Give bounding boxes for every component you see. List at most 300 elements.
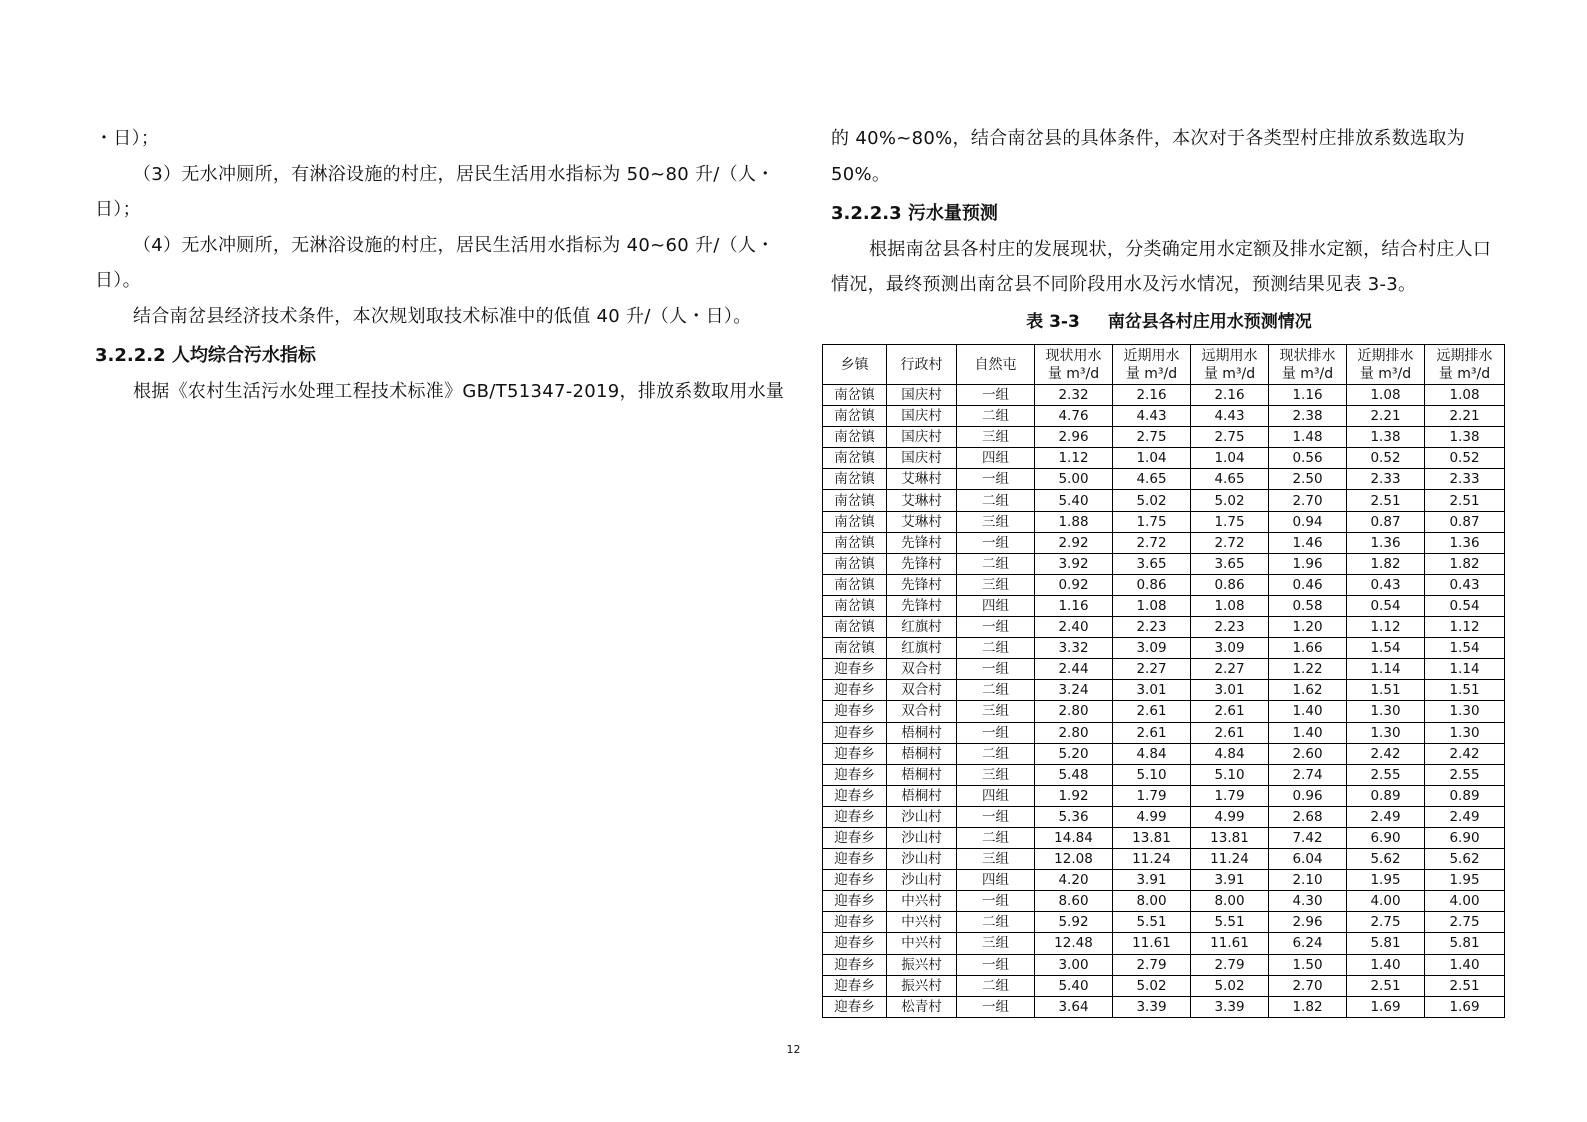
table-cell: 一组	[957, 996, 1035, 1017]
table-cell: 2.51	[1347, 490, 1425, 511]
table-cell: 迎春乡	[823, 870, 887, 891]
table-cell: 迎春乡	[823, 933, 887, 954]
table-cell: 3.01	[1113, 680, 1191, 701]
section-heading: 3.2.2.3 污水量预测	[831, 203, 998, 224]
table-cell: 1.75	[1113, 511, 1191, 532]
table-cell: 2.21	[1347, 406, 1425, 427]
table-cell: 1.48	[1269, 427, 1347, 448]
table-cell: 迎春乡	[823, 891, 887, 912]
table-cell: 0.54	[1347, 595, 1425, 616]
table-cell: 2.55	[1425, 764, 1505, 785]
paragraph: 根据《农村生活污水处理工程技术标准》GB/T51347-2019，排放系数取用水量	[133, 380, 785, 402]
table-cell: 一组	[957, 659, 1035, 680]
table-cell: 2.49	[1425, 806, 1505, 827]
table-cell: 1.08	[1425, 385, 1505, 406]
table-row	[823, 849, 1505, 870]
table-cell: 2.33	[1347, 469, 1425, 490]
table-cell: 国庆村	[887, 406, 957, 427]
table-cell: 2.74	[1269, 764, 1347, 785]
table-cell: 4.30	[1269, 891, 1347, 912]
table-body	[823, 385, 1505, 1018]
table-row	[823, 490, 1505, 511]
table-cell: 振兴村	[887, 975, 957, 996]
table-cell: 艾琳村	[887, 511, 957, 532]
table-cell: 二组	[957, 680, 1035, 701]
table-row	[823, 532, 1505, 553]
table-cell: 迎春乡	[823, 701, 887, 722]
table-cell: 中兴村	[887, 933, 957, 954]
table-cell: 梧桐村	[887, 722, 957, 743]
table-cell: 沙山村	[887, 849, 957, 870]
table-cell: 3.39	[1113, 996, 1191, 1017]
table-number: 表 3-3	[1026, 311, 1080, 332]
table-cell: 1.95	[1347, 870, 1425, 891]
table-cell: 2.80	[1035, 722, 1113, 743]
table-cell: 1.12	[1347, 617, 1425, 638]
table-cell: 1.82	[1269, 996, 1347, 1017]
table-cell: 南岔镇	[823, 617, 887, 638]
table-cell: 1.04	[1191, 448, 1269, 469]
table-cell: 5.48	[1035, 764, 1113, 785]
table-cell: 三组	[957, 933, 1035, 954]
table-cell: 6.90	[1425, 827, 1505, 848]
right-column	[831, 121, 1507, 335]
table-cell: 0.89	[1425, 785, 1505, 806]
paragraph: 日）。	[95, 270, 141, 291]
table-cell: 1.92	[1035, 785, 1113, 806]
table-cell: 2.70	[1269, 490, 1347, 511]
table-cell: 四组	[957, 595, 1035, 616]
table-cell: 3.32	[1035, 638, 1113, 659]
table-cell: 6.24	[1269, 933, 1347, 954]
table-cell: 2.51	[1425, 490, 1505, 511]
table-cell: 三组	[957, 511, 1035, 532]
table-cell: 二组	[957, 912, 1035, 933]
table-row	[823, 553, 1505, 574]
table-cell: 艾琳村	[887, 469, 957, 490]
column-header-text: 现状排水	[1279, 347, 1336, 364]
table-cell: 4.65	[1191, 469, 1269, 490]
table-cell: 3.09	[1191, 638, 1269, 659]
table-cell: 南岔镇	[823, 574, 887, 595]
table-caption	[831, 309, 1507, 335]
table-cell: 1.96	[1269, 553, 1347, 574]
table-cell: 4.99	[1191, 806, 1269, 827]
table-cell: 2.51	[1425, 975, 1505, 996]
table-cell: 梧桐村	[887, 743, 957, 764]
table-cell: 1.40	[1425, 954, 1505, 975]
table-cell: 5.36	[1035, 806, 1113, 827]
table-cell: 迎春乡	[823, 806, 887, 827]
table-cell: 二组	[957, 743, 1035, 764]
table-cell: 0.86	[1113, 574, 1191, 595]
table-cell: 0.87	[1425, 511, 1505, 532]
table-cell: 二组	[957, 553, 1035, 574]
table-cell: 2.75	[1191, 427, 1269, 448]
column-header-text: 量 m³/d	[1203, 365, 1256, 382]
table-cell: 1.40	[1347, 954, 1425, 975]
table-cell: 1.04	[1113, 448, 1191, 469]
table-cell: 1.40	[1269, 722, 1347, 743]
table-cell: 国庆村	[887, 427, 957, 448]
table-cell: 1.30	[1347, 722, 1425, 743]
table-cell: 2.72	[1113, 532, 1191, 553]
table-cell: 1.30	[1347, 701, 1425, 722]
table-cell: 1.46	[1269, 532, 1347, 553]
paragraph: 根据南岔县各村庄的发展现状，分类确定用水定额及排水定额，结合村庄人口	[869, 238, 1492, 260]
table-cell: 5.10	[1113, 764, 1191, 785]
table-title: 南岔县各村庄用水预测情况	[1107, 311, 1312, 332]
table-cell: 4.00	[1347, 891, 1425, 912]
table-cell: 沙山村	[887, 806, 957, 827]
column-header	[887, 345, 957, 385]
paragraph: 日）；	[95, 199, 141, 220]
table-cell: 1.38	[1425, 427, 1505, 448]
paragraph: （4）无水冲厕所，无淋浴设施的村庄，居民生活用水指标为 40~60 升/（人・	[133, 234, 775, 256]
table-cell: 4.43	[1191, 406, 1269, 427]
table-cell: 三组	[957, 574, 1035, 595]
table-cell: 0.89	[1347, 785, 1425, 806]
table-cell: 3.91	[1113, 870, 1191, 891]
table-cell: 5.92	[1035, 912, 1113, 933]
table-cell: 迎春乡	[823, 975, 887, 996]
table-cell: 中兴村	[887, 912, 957, 933]
table-cell: 1.54	[1347, 638, 1425, 659]
table-row	[823, 638, 1505, 659]
table-cell: 一组	[957, 532, 1035, 553]
table-cell: 2.61	[1191, 701, 1269, 722]
table-cell: 0.94	[1269, 511, 1347, 532]
table-row	[823, 806, 1505, 827]
table-cell: 南岔镇	[823, 638, 887, 659]
table-cell: 三组	[957, 764, 1035, 785]
table-cell: 2.50	[1269, 469, 1347, 490]
table-cell: 1.14	[1347, 659, 1425, 680]
table-cell: 1.30	[1425, 701, 1505, 722]
column-header-text: 量 m³/d	[1125, 365, 1178, 382]
table-cell: 3.91	[1191, 870, 1269, 891]
table-cell: 8.60	[1035, 891, 1113, 912]
table-cell: 1.22	[1269, 659, 1347, 680]
table-cell: 2.21	[1425, 406, 1505, 427]
table-cell: 11.24	[1113, 849, 1191, 870]
table-cell: 3.92	[1035, 553, 1113, 574]
table-cell: 1.88	[1035, 511, 1113, 532]
column-header-text: 近期排水	[1357, 347, 1414, 364]
table-cell: 3.64	[1035, 996, 1113, 1017]
table-cell: 5.02	[1191, 975, 1269, 996]
table-cell: 1.75	[1191, 511, 1269, 532]
table-cell: 2.16	[1113, 385, 1191, 406]
table-header-row	[823, 345, 1505, 385]
column-header-text: 现状用水	[1045, 347, 1102, 364]
column-header-text: 自然屯	[974, 356, 1017, 373]
table-cell: 0.96	[1269, 785, 1347, 806]
table-cell: 12.08	[1035, 849, 1113, 870]
table-cell: 红旗村	[887, 617, 957, 638]
table-cell: 2.80	[1035, 701, 1113, 722]
table-cell: 2.61	[1191, 722, 1269, 743]
table-row	[823, 595, 1505, 616]
column-header	[1269, 345, 1347, 385]
table-cell: 二组	[957, 490, 1035, 511]
column-header	[1035, 345, 1113, 385]
table-cell: 0.54	[1425, 595, 1505, 616]
table-cell: 5.02	[1113, 975, 1191, 996]
table-cell: 一组	[957, 617, 1035, 638]
table-cell: 南岔镇	[823, 427, 887, 448]
table-cell: 5.40	[1035, 490, 1113, 511]
table-cell: 0.43	[1425, 574, 1505, 595]
table-cell: 国庆村	[887, 385, 957, 406]
table-cell: 四组	[957, 870, 1035, 891]
table-cell: 1.12	[1035, 448, 1113, 469]
table-cell: 南岔镇	[823, 595, 887, 616]
table-cell: 4.00	[1425, 891, 1505, 912]
table-row	[823, 617, 1505, 638]
table-cell: 一组	[957, 469, 1035, 490]
table-cell: 迎春乡	[823, 680, 887, 701]
table-cell: 三组	[957, 849, 1035, 870]
table-cell: 二组	[957, 975, 1035, 996]
table-cell: 南岔镇	[823, 490, 887, 511]
table-cell: 4.76	[1035, 406, 1113, 427]
column-header-text: 行政村	[900, 356, 943, 373]
table-cell: 迎春乡	[823, 849, 887, 870]
table-cell: 1.82	[1347, 553, 1425, 574]
table-row	[823, 764, 1505, 785]
table-cell: 迎春乡	[823, 954, 887, 975]
table-cell: 2.79	[1191, 954, 1269, 975]
column-header-text: 远期排水	[1436, 347, 1493, 364]
column-header-text: 远期用水	[1201, 347, 1258, 364]
table-cell: 1.51	[1425, 680, 1505, 701]
table-cell: 8.00	[1113, 891, 1191, 912]
table-cell: 5.40	[1035, 975, 1113, 996]
table-cell: 1.08	[1113, 595, 1191, 616]
table-cell: 一组	[957, 385, 1035, 406]
table-cell: 先锋村	[887, 595, 957, 616]
table-cell: 一组	[957, 722, 1035, 743]
table-cell: 双合村	[887, 701, 957, 722]
left-column	[95, 121, 785, 409]
table-cell: 迎春乡	[823, 743, 887, 764]
table-cell: 1.16	[1035, 595, 1113, 616]
table-cell: 2.23	[1113, 617, 1191, 638]
paragraph: 情况，最终预测出南岔县不同阶段用水及污水情况，预测结果见表 3-3。	[831, 274, 1417, 295]
table-cell: 松青村	[887, 996, 957, 1017]
table-cell: 1.08	[1191, 595, 1269, 616]
table-cell: 2.42	[1347, 743, 1425, 764]
table-cell: 沙山村	[887, 870, 957, 891]
table-row	[823, 827, 1505, 848]
table-row	[823, 743, 1505, 764]
water-forecast-table	[822, 344, 1505, 1018]
table-cell: 5.51	[1191, 912, 1269, 933]
table-cell: 5.51	[1113, 912, 1191, 933]
table-cell: 1.36	[1425, 532, 1505, 553]
paragraph: ・日）；	[95, 128, 160, 149]
table-cell: 1.82	[1425, 553, 1505, 574]
table-cell: 2.44	[1035, 659, 1113, 680]
table-cell: 3.39	[1191, 996, 1269, 1017]
table-cell: 南岔镇	[823, 469, 887, 490]
column-header	[1113, 345, 1191, 385]
table-row	[823, 469, 1505, 490]
table-cell: 5.00	[1035, 469, 1113, 490]
table-cell: 先锋村	[887, 532, 957, 553]
column-header-text: 量 m³/d	[1438, 365, 1491, 382]
paragraph: 的 40%~80%，结合南岔县的具体条件，本次对于各类型村庄排放系数选取为	[831, 128, 1465, 149]
table-cell: 2.75	[1113, 427, 1191, 448]
table-cell: 0.87	[1347, 511, 1425, 532]
table-cell: 3.01	[1191, 680, 1269, 701]
table-cell: 迎春乡	[823, 996, 887, 1017]
table-cell: 3.00	[1035, 954, 1113, 975]
table-cell: 三组	[957, 427, 1035, 448]
table-cell: 迎春乡	[823, 722, 887, 743]
table-cell: 6.90	[1347, 827, 1425, 848]
table-row	[823, 954, 1505, 975]
table-cell: 迎春乡	[823, 827, 887, 848]
table-cell: 一组	[957, 891, 1035, 912]
table-cell: 1.12	[1425, 617, 1505, 638]
table-cell: 南岔镇	[823, 553, 887, 574]
table-cell: 南岔镇	[823, 448, 887, 469]
table-row	[823, 680, 1505, 701]
table-cell: 二组	[957, 638, 1035, 659]
table-cell: 4.20	[1035, 870, 1113, 891]
table-cell: 4.65	[1113, 469, 1191, 490]
table-cell: 红旗村	[887, 638, 957, 659]
table-cell: 0.52	[1425, 448, 1505, 469]
table-cell: 1.14	[1425, 659, 1505, 680]
table-cell: 7.42	[1269, 827, 1347, 848]
table-cell: 南岔镇	[823, 532, 887, 553]
table-cell: 2.60	[1269, 743, 1347, 764]
table-cell: 5.20	[1035, 743, 1113, 764]
paragraph: 结合南岔县经济技术条件，本次规划取技术标准中的低值 40 升/（人・日）。	[133, 305, 752, 327]
table-row	[823, 385, 1505, 406]
column-header-text: 乡镇	[840, 356, 869, 373]
table-cell: 2.10	[1269, 870, 1347, 891]
column-header	[823, 345, 887, 385]
table-cell: 1.66	[1269, 638, 1347, 659]
column-header-text: 量 m³/d	[1047, 365, 1100, 382]
table-cell: 5.02	[1113, 490, 1191, 511]
table-cell: 6.04	[1269, 849, 1347, 870]
column-header-text: 量 m³/d	[1359, 365, 1412, 382]
table-cell: 0.92	[1035, 574, 1113, 595]
table-row	[823, 659, 1505, 680]
table-cell: 2.96	[1269, 912, 1347, 933]
table-cell: 2.42	[1425, 743, 1505, 764]
table-cell: 1.69	[1425, 996, 1505, 1017]
table-cell: 5.10	[1191, 764, 1269, 785]
table-cell: 国庆村	[887, 448, 957, 469]
table-cell: 四组	[957, 448, 1035, 469]
table-cell: 艾琳村	[887, 490, 957, 511]
table-cell: 四组	[957, 785, 1035, 806]
table-cell: 1.40	[1269, 701, 1347, 722]
table-cell: 1.79	[1191, 785, 1269, 806]
table-cell: 11.24	[1191, 849, 1269, 870]
table-cell: 2.55	[1347, 764, 1425, 785]
table-cell: 三组	[957, 701, 1035, 722]
table-cell: 迎春乡	[823, 659, 887, 680]
table-cell: 南岔镇	[823, 385, 887, 406]
table-cell: 3.65	[1113, 553, 1191, 574]
table-cell: 4.84	[1191, 743, 1269, 764]
column-header	[1347, 345, 1425, 385]
table-row	[823, 448, 1505, 469]
table-cell: 1.79	[1113, 785, 1191, 806]
table-cell: 0.43	[1347, 574, 1425, 595]
table-cell: 5.62	[1347, 849, 1425, 870]
table-cell: 1.95	[1425, 870, 1505, 891]
table-row	[823, 933, 1505, 954]
table-cell: 11.61	[1113, 933, 1191, 954]
table-cell: 迎春乡	[823, 764, 887, 785]
table-cell: 5.81	[1425, 933, 1505, 954]
table-row	[823, 870, 1505, 891]
table-row	[823, 722, 1505, 743]
table-row	[823, 511, 1505, 532]
table-cell: 梧桐村	[887, 764, 957, 785]
table-cell: 1.38	[1347, 427, 1425, 448]
table-cell: 5.02	[1191, 490, 1269, 511]
table-cell: 12.48	[1035, 933, 1113, 954]
table-cell: 2.27	[1113, 659, 1191, 680]
table-cell: 2.38	[1269, 406, 1347, 427]
table-cell: 14.84	[1035, 827, 1113, 848]
table-cell: 2.27	[1191, 659, 1269, 680]
table-cell: 1.50	[1269, 954, 1347, 975]
table-row	[823, 912, 1505, 933]
table-cell: 1.16	[1269, 385, 1347, 406]
table-cell: 南岔镇	[823, 406, 887, 427]
table-cell: 2.40	[1035, 617, 1113, 638]
table-cell: 双合村	[887, 659, 957, 680]
section-heading: 3.2.2.2 人均综合污水指标	[95, 345, 316, 366]
table-cell: 1.08	[1347, 385, 1425, 406]
table-cell: 2.61	[1113, 722, 1191, 743]
table-cell: 2.79	[1113, 954, 1191, 975]
table-cell: 1.20	[1269, 617, 1347, 638]
table-cell: 双合村	[887, 680, 957, 701]
table-cell: 5.81	[1347, 933, 1425, 954]
table-cell: 先锋村	[887, 553, 957, 574]
paragraph: 50%。	[831, 163, 891, 185]
table-cell: 1.62	[1269, 680, 1347, 701]
table-row	[823, 975, 1505, 996]
table-cell: 4.43	[1113, 406, 1191, 427]
table-cell: 0.46	[1269, 574, 1347, 595]
table-cell: 1.51	[1347, 680, 1425, 701]
table-cell: 5.62	[1425, 849, 1505, 870]
table-cell: 2.32	[1035, 385, 1113, 406]
table-cell: 0.52	[1347, 448, 1425, 469]
table-cell: 2.49	[1347, 806, 1425, 827]
table-cell: 2.61	[1113, 701, 1191, 722]
table-cell: 0.86	[1191, 574, 1269, 595]
table-cell: 2.75	[1347, 912, 1425, 933]
table-row	[823, 785, 1505, 806]
table-cell: 一组	[957, 954, 1035, 975]
table-row	[823, 574, 1505, 595]
table-cell: 4.99	[1113, 806, 1191, 827]
table-cell: 1.54	[1425, 638, 1505, 659]
